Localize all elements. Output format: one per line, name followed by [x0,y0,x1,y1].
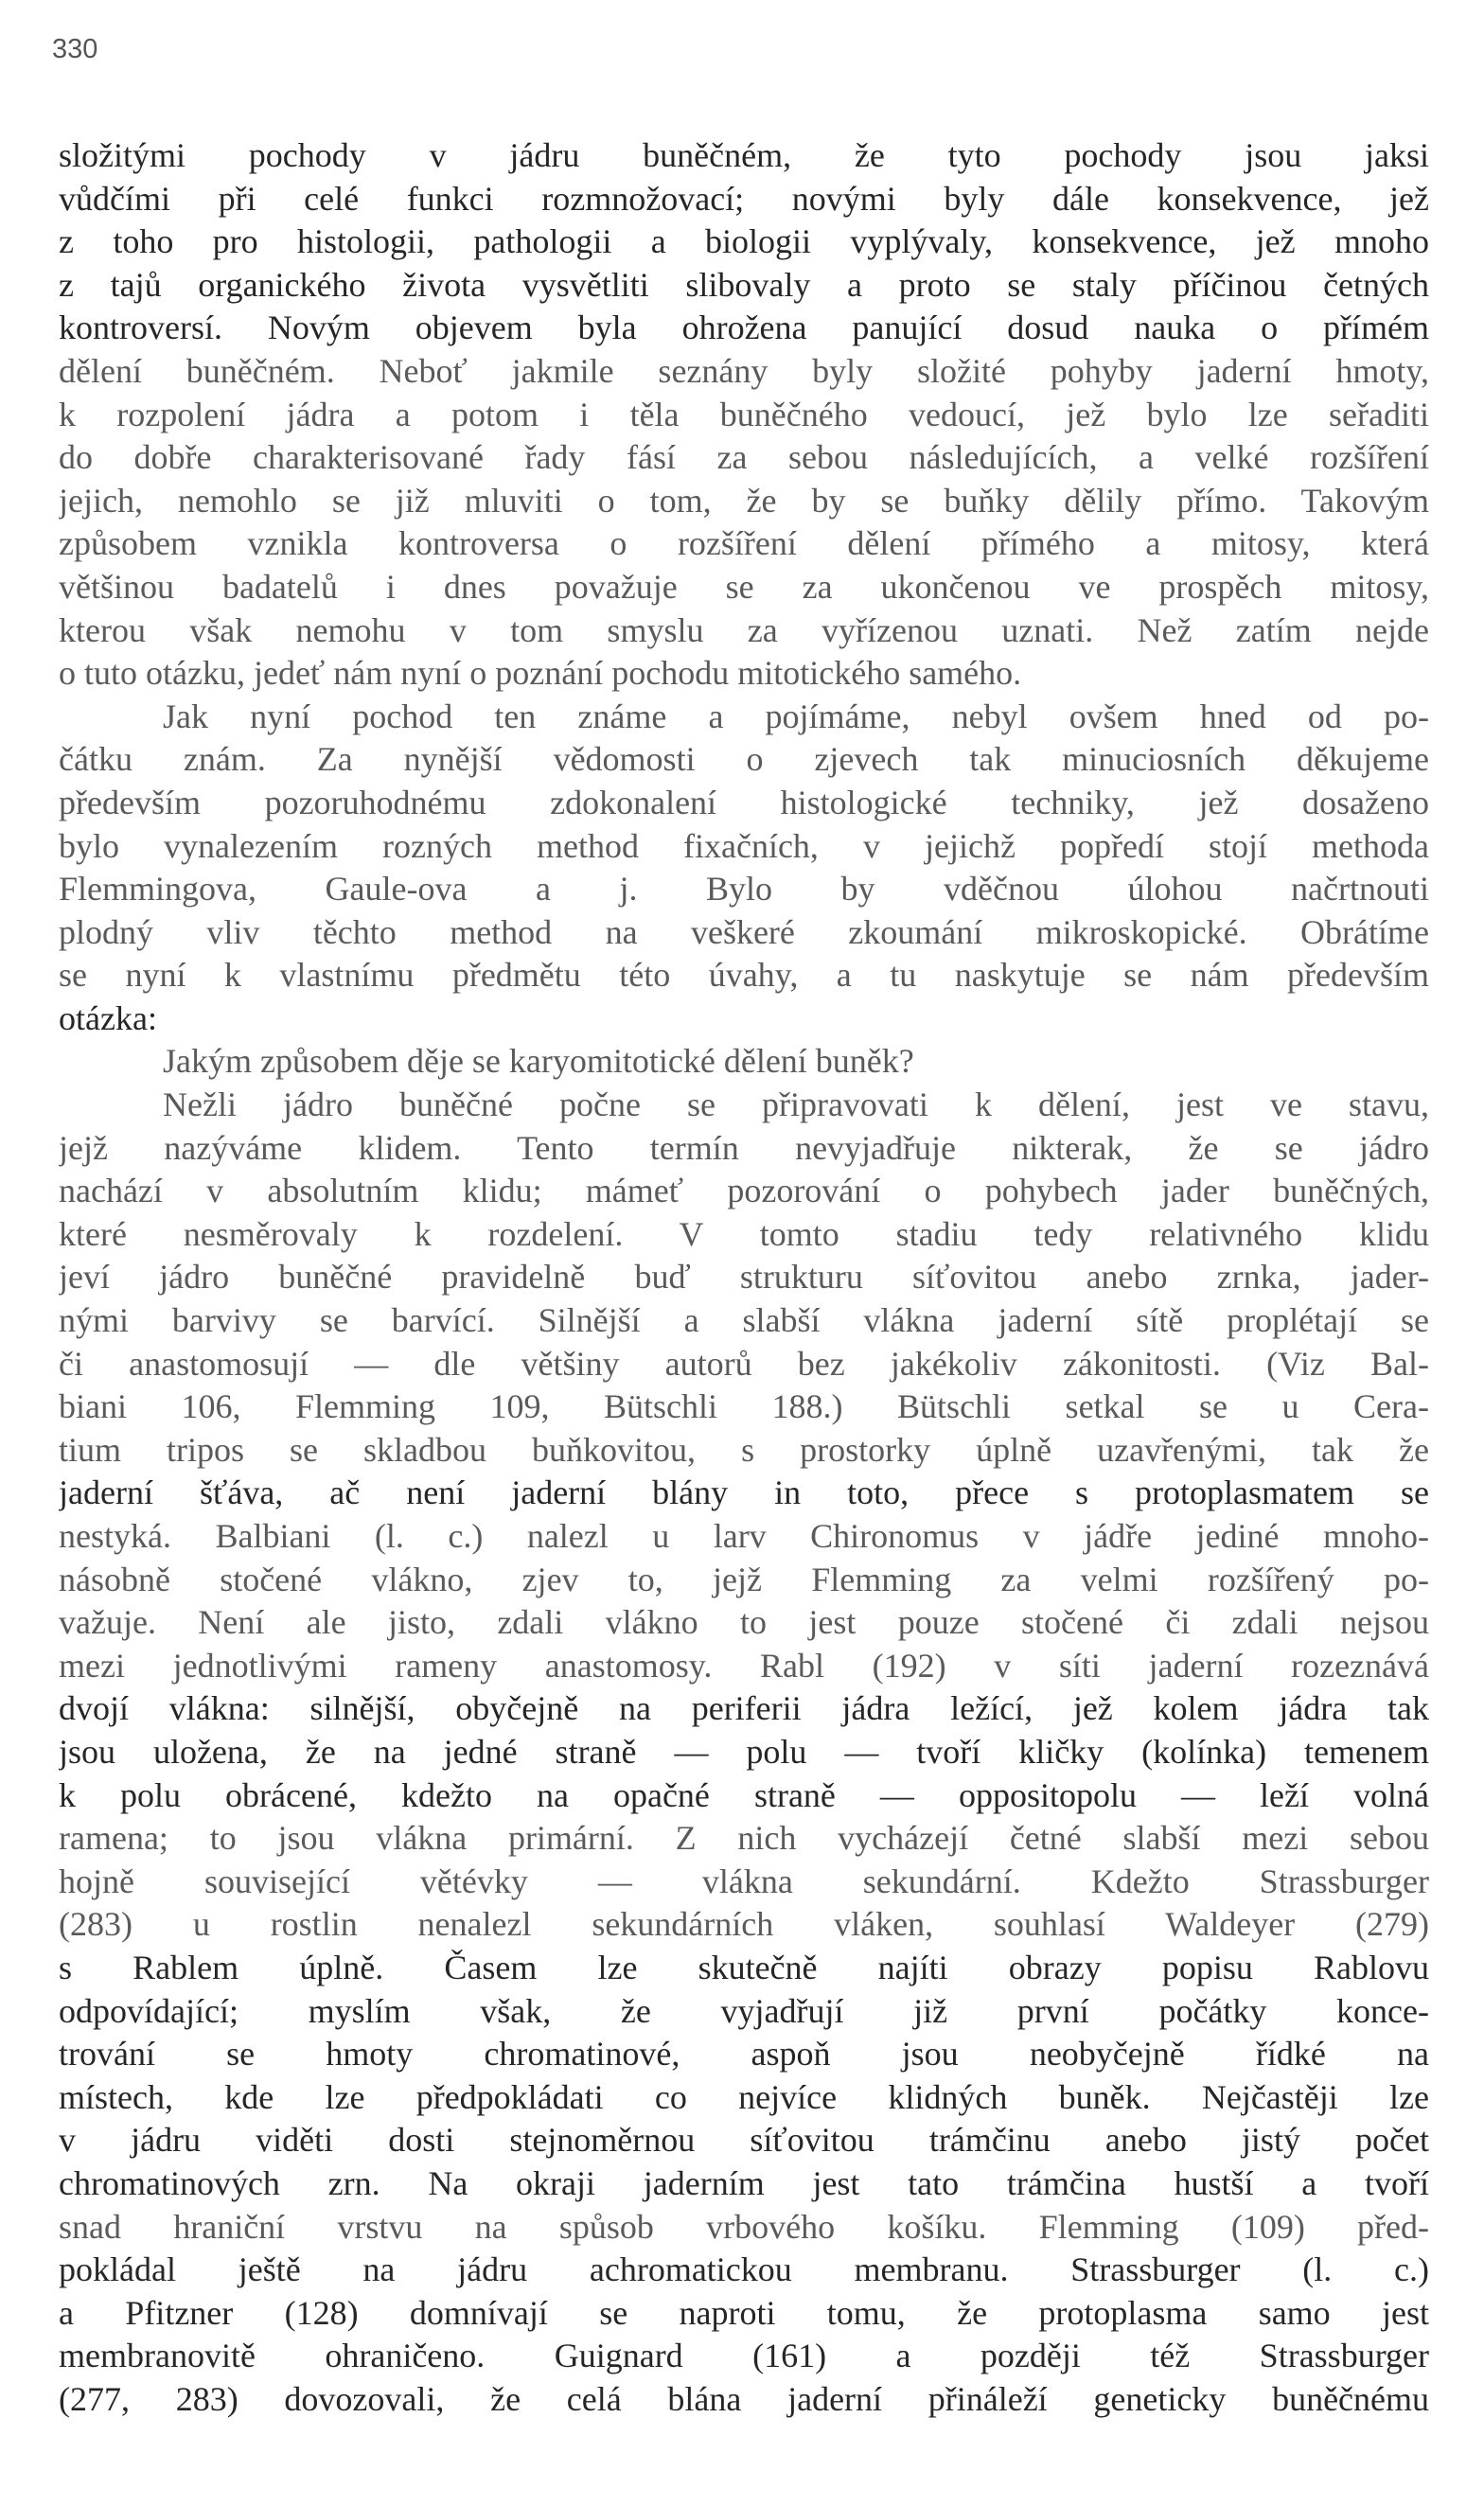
text-line: jejich, nemohlo se již mluviti o tom, že by se buňky dělily přímo. Takovým [59,481,1429,520]
text-line: čátku znám. Za nynější vědomosti o zjevech tak minuciosních děkujeme [59,740,1429,779]
text-line: složitými pochody v jádru buněčném, že tyto pochody jsou jaksi [59,136,1429,174]
text-line: važuje. Není ale jisto, zdali vlákno to jest pouze stočené či zdali nejsou [59,1603,1429,1642]
text-line: tium tripos se skladbou buňkovitou, s prostorky úplně uzavřenými, tak že [59,1430,1429,1469]
text-line: nými barvivy se barvící. Silnější a slabší vlákna jaderní sítě proplétají se [59,1301,1429,1340]
text-line: trování se hmoty chromatinové, aspoň jsou neobyčejně řídké na [59,2035,1429,2074]
text-line: a Pfitzner (128) domnívají se naproti tomu, že protoplasma samo jest [59,2293,1429,2332]
text-line: se nyní k vlastnímu předmětu této úvahy, a tu naskytuje se nám především [59,956,1429,995]
text-line: vůdčími při celé funkci rozmnožovací; novými byly dále konsekvence, jež [59,179,1429,218]
text-line: Jakým způsobem děje se karyomitotické dělení buněk? [163,1042,914,1081]
text-line: bylo vynalezením rozných method fixačních, v jejichž popředí stojí methoda [59,826,1429,865]
text-line: (283) u rostlin nenalezl sekundárních vláken, souhlasí Waldeyer (279) [59,1905,1429,1944]
text-line: Jak nyní pochod ten známe a pojímáme, nebyl ovšem hned od po- [163,697,1429,735]
text-line: s Rablem úplně. Časem lze skutečně najíti obrazy popisu Rablovu [59,1948,1429,1986]
text-line: z toho pro histologii, pathologii a biologii vyplývaly, konsekvence, jež mnoho [59,222,1429,261]
text-line: jejž nazýváme klidem. Tento termín nevyjadřuje nikterak, že se jádro [59,1128,1429,1167]
text-line: (277, 283) dovozovali, že celá blána jaderní přináleží geneticky buněčnému [59,2379,1429,2418]
text-line: dělení buněčném. Neboť jakmile seznány byly složité pohyby jaderní hmoty, [59,351,1429,390]
text-line: kterou však nemohu v tom smyslu za vyřízenou uznati. Než zatím nejde [59,610,1429,649]
text-line: chromatinových zrn. Na okraji jaderním jest tato trámčina hustší a tvoří [59,2163,1429,2202]
text-line: většinou badatelů i dnes považuje se za ukončenou ve prospěch mitosy, [59,567,1429,606]
text-line: z tajů organického života vysvětliti slibovaly a proto se staly příčinou četných [59,265,1429,304]
text-line: způsobem vznikla kontroversa o rozšíření dělení přímého a mitosy, která [59,524,1429,563]
text-line: do dobře charakterisované řady fásí za sebou následujících, a velké rozšíření [59,438,1429,477]
text-line: násobně stočené vlákno, zjev to, jejž Flemming za velmi rozšířený po- [59,1560,1429,1598]
text-line: které nesměrovaly k rozdelení. V tomto stadiu tedy relativného klidu [59,1214,1429,1253]
text-line: v jádru viděti dosti stejnoměrnou síťovitou trámčinu anebo jistý počet [59,2121,1429,2160]
text-line: o tuto otázku, jedeť nám nyní o poznání pochodu mitotického samého. [59,654,1022,693]
text-line: kontroversí. Novým objevem byla ohrožena panující dosud nauka o přímém [59,309,1429,347]
text-line: jsou uložena, že na jedné straně — polu — tvoří kličky (kolínka) temenem [59,1732,1429,1771]
text-line: plodný vliv těchto method na veškeré zkoumání mikroskopické. Obrátíme [59,912,1429,951]
text-line: k rozpolení jádra a potom i těla buněčného vedoucí, jež bylo lze seřaditi [59,395,1429,433]
text-line: k polu obrácené, kdežto na opačné straně — oppositopolu — leží volná [59,1775,1429,1814]
text-line: hojně související větévky — vlákna sekundární. Kdežto Strassburger [59,1862,1429,1900]
text-line: místech, kde lze předpokládati co nejvíce klidných buněk. Nejčastěji lze [59,2077,1429,2116]
page-number: 330 [52,34,98,64]
text-line: Nežli jádro buněčné počne se připravovati k dělení, jest ve stavu, [163,1085,1429,1124]
text-line: snad hraniční vrstvu na spůsob vrbového košíku. Flemming (109) před- [59,2207,1429,2246]
text-line: membranovitě ohraničeno. Guignard (161) a později též Strassburger [59,2337,1429,2375]
text-line: nachází v absolutním klidu; mámeť pozorování o pohybech jader buněčných, [59,1172,1429,1210]
text-line: odpovídající; myslím však, že vyjadřují již první počátky konce- [59,1991,1429,2030]
text-line: jeví jádro buněčné pravidelně buď strukturu síťovitou anebo zrnka, jader- [59,1258,1429,1297]
text-line: otázka: [59,998,157,1037]
text-line: biani 106, Flemming 109, Bütschli 188.) Bütschli setkal se u Cera- [59,1387,1429,1426]
text-line: především pozoruhodnému zdokonalení histologické techniky, jež dosaženo [59,783,1429,821]
body-text [59,134,1429,2421]
text-line: mezi jednotlivými rameny anastomosy. Rabl (192) v síti jaderní rozeznává [59,1646,1429,1685]
text-line: jaderní šťáva, ač není jaderní blány in toto, přece s protoplasmatem se [59,1474,1429,1512]
text-line: Flemmingova, Gaule-ova a j. Bylo by vděčnou úlohou načrtnouti [59,870,1429,909]
text-line: či anastomosují — dle většiny autorů bez jakékoliv zákonitosti. (Viz Bal- [59,1344,1429,1383]
text-line: dvojí vlákna: silnější, obyčejně na periferii jádra ležící, jež kolem jádra tak [59,1689,1429,1728]
text-line: ramena; to jsou vlákna primární. Z nich vycházejí četné slabší mezi sebou [59,1819,1429,1858]
text-line: pokládal ještě na jádru achromatickou membranu. Strassburger (l. c.) [59,2250,1429,2289]
text-line: nestyká. Balbiani (l. c.) nalezl u larv Chironomus v jádře jediné mnoho- [59,1517,1429,1555]
